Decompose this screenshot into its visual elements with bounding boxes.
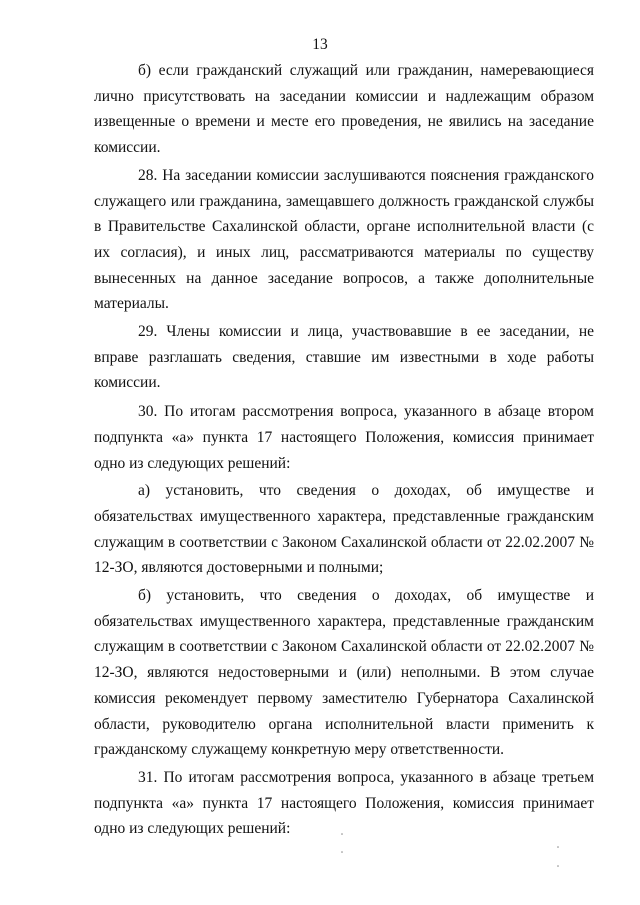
- paragraph-30-subitem-a: а) установить, что сведения о доходах, об имуществе и обязательствах имущественного характера, представленные гражданским служащим в соответствии с Законом Сахалинской области от 22.02.2007 № 12-ЗО, являются достоверными и полными;: [94, 482, 594, 577]
- paragraph-28: 28. На заседании комиссии заслушиваются пояснения гражданского служащего или гражданина, замещавшего должность гражданской службы в Правительстве Сахалинской области, органе исполнительной власти (с их согласия), и иных лиц, рассматриваются материалы по существу вынесенных на данное заседание вопросов, а также дополнительные материалы.: [94, 166, 594, 313]
- paragraph-30: 30. По итогам рассмотрения вопроса, указанного в абзаце втором подпункта «а» пункта 17 настоящего Положения, комиссия принимает одно из следующих решений:: [94, 403, 594, 472]
- paragraph-subitem-b-absence: б) если гражданский служащий или гражданин, намеревающиеся лично присутствовать на заседании комиссии и надлежащим образом извещенные о времени и месте его проведения, не явились на заседание комиссии.: [94, 62, 594, 157]
- paragraph-30-subitem-b: б) установить, что сведения о доходах, об имуществе и обязательствах имущественного характера, представленные гражданским служащим в соответствии с Законом Сахалинской области от 22.02.2007 № 12-ЗО, являются недостоверными и (или) неполными. В этом случае комиссия рекомендует первому заместителю Губернатора Сахалинской области, руководителю органа исполнительной власти применить к гражданскому служащему конкретную меру ответственности.: [94, 587, 594, 759]
- paragraph-31: 31. По итогам рассмотрения вопроса, указанного в абзаце третьем подпункта «а» пункта 17 настоящего Положения, комиссия принимает одно из следующих решений:: [94, 768, 594, 838]
- page-number: 13: [312, 36, 328, 53]
- paragraph-29: 29. Члены комиссии и лица, участвовавшие в ее заседании, не вправе разглашать сведения, ставшие им известными в ходе работы комиссии.: [94, 323, 594, 392]
